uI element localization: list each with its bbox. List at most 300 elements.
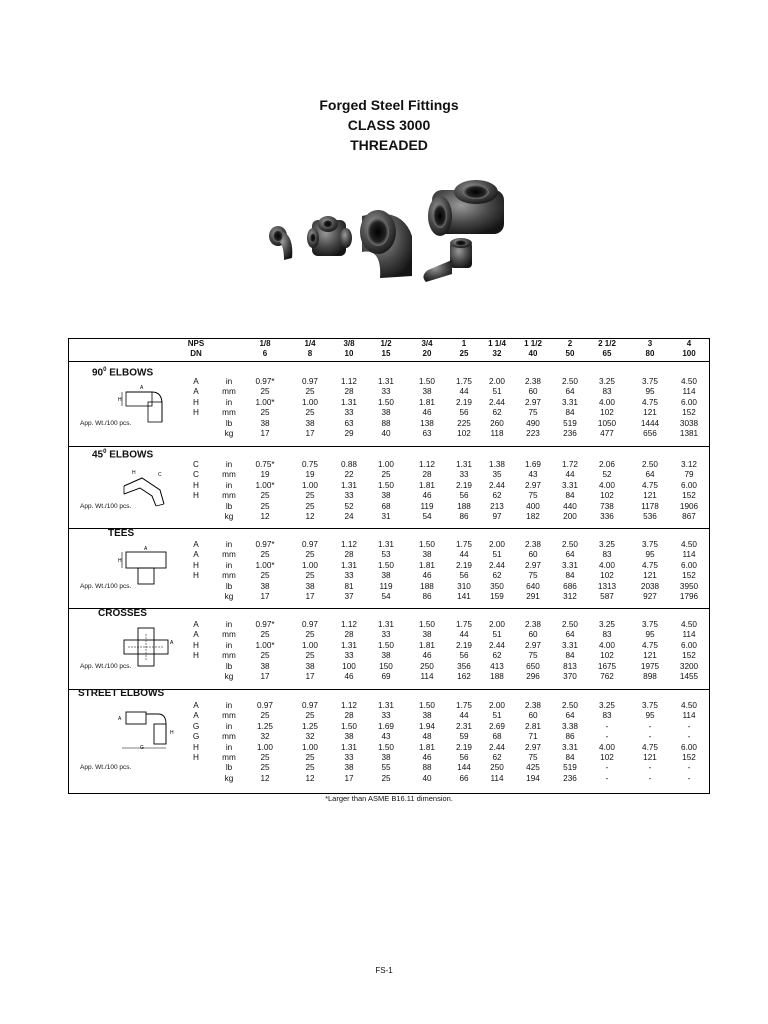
table-cell: 2.97	[525, 640, 541, 650]
table-cell: 38	[260, 418, 270, 428]
table-cell: 53	[381, 550, 391, 560]
table-cell: 4.75	[642, 480, 658, 490]
table-cell: 121	[643, 753, 657, 762]
table-cell: 12	[260, 512, 270, 521]
weight-label: App. Wt./100 pcs.	[80, 419, 132, 427]
table-cell: 0.75*	[255, 460, 275, 469]
row-unit: mm	[222, 491, 236, 501]
table-cell: 0.97	[302, 540, 318, 549]
table-cell: 1.81	[419, 742, 435, 752]
header-nps: 1	[461, 339, 467, 348]
row-symbol: H	[193, 640, 199, 650]
section-title-main: 45	[92, 449, 104, 461]
fittings-photo	[262, 176, 514, 294]
table-cell: -	[605, 732, 609, 742]
section-title-suffix: ELBOWS	[106, 449, 154, 461]
table-cell: 38	[381, 408, 391, 418]
table-cell: 38	[422, 387, 432, 397]
table-cell: 25	[260, 571, 270, 581]
table-cell: 3950	[679, 581, 699, 591]
section-title-main: CROSSES	[98, 608, 147, 619]
table-cell: 25	[305, 630, 315, 640]
table-cell: 4.50	[681, 540, 697, 549]
table-cell: 477	[600, 429, 614, 438]
table-cell: 75	[528, 571, 538, 581]
table-cell: 2.19	[456, 742, 472, 752]
table-cell: 62	[492, 491, 502, 501]
table-cell: 25	[260, 491, 270, 501]
table-cell: 75	[528, 753, 538, 762]
row-unit: mm	[222, 470, 236, 480]
degree-superscript: 0	[103, 449, 107, 455]
row-symbol: C	[193, 470, 199, 480]
table-cell: 6.00	[681, 397, 697, 407]
table-cell: 3.38	[562, 721, 578, 731]
table-cell: 33	[344, 651, 354, 661]
table-cell: 2.69	[489, 721, 505, 731]
section-title-main: 90	[92, 367, 104, 379]
table-cell: 3.25	[599, 540, 615, 549]
weight-label: App. Wt./100 pcs.	[80, 662, 132, 670]
table-cell: 121	[643, 651, 657, 661]
table-cell: 260	[490, 418, 504, 428]
table-cell: 44	[459, 630, 469, 640]
table-cell: 2.81	[525, 721, 541, 731]
table-cell: 44	[459, 711, 469, 721]
table-cell: 1.31	[341, 560, 357, 570]
table-cell: 310	[457, 581, 471, 591]
table-cell: 1.81	[419, 397, 435, 407]
table-cell: 51	[492, 630, 502, 640]
table-cell: 17	[305, 592, 315, 601]
table-cell: 25	[260, 753, 270, 762]
table-cell: 213	[490, 501, 504, 511]
row-symbol: A	[193, 620, 199, 629]
table-cell: 52	[602, 470, 612, 480]
row-unit: mm	[222, 571, 236, 581]
section-separator	[68, 689, 710, 690]
table-cell: 2.31	[456, 721, 472, 731]
row-symbol: H	[193, 651, 199, 661]
table-cell: 1.31	[341, 742, 357, 752]
table-cell: 2.19	[456, 480, 472, 490]
table-cell: 3.31	[562, 742, 578, 752]
table-cell: 95	[645, 711, 655, 721]
header-nps: 1 1/4	[488, 339, 506, 348]
title-line-3: THREADED	[350, 137, 428, 153]
table-cell: 650	[526, 661, 540, 671]
fitting-diagram	[118, 708, 176, 750]
table-cell: 102	[457, 429, 471, 438]
table-cell: 1.69	[378, 721, 394, 731]
table-cell: 28	[344, 711, 354, 721]
svg-text:H: H	[170, 730, 174, 736]
table-cell: 28	[422, 470, 432, 480]
table-cell: 62	[492, 408, 502, 418]
table-cell: 32	[305, 732, 315, 742]
row-unit: in	[225, 721, 233, 731]
row-symbol: A	[193, 701, 199, 710]
row-symbol: H	[193, 397, 199, 407]
header-separator	[68, 361, 710, 362]
section-separator	[68, 608, 710, 609]
table-cell: 1.25	[302, 721, 318, 731]
table-cell: 336	[600, 512, 614, 521]
title-line-2: CLASS 3000	[347, 117, 431, 133]
header-nps: 1/2	[380, 339, 392, 348]
table-cell: 38	[344, 763, 354, 773]
header-nps: 1/8	[259, 339, 271, 348]
header-dn: 15	[381, 349, 391, 358]
table-cell: 33	[381, 630, 391, 640]
table-cell: 356	[457, 661, 471, 671]
table-cell: 114	[682, 711, 696, 721]
table-cell: 370	[563, 672, 577, 681]
row-unit: lb	[225, 501, 233, 511]
table-cell: 51	[492, 387, 502, 397]
row-unit: lb	[225, 581, 233, 591]
table-cell: 2.38	[525, 540, 541, 549]
table-cell: 2.50	[562, 540, 578, 549]
svg-text:H: H	[118, 397, 122, 403]
row-unit: mm	[222, 651, 236, 661]
table-cell: 1381	[679, 429, 699, 438]
table-cell: -	[687, 732, 691, 742]
table-cell: 33	[344, 753, 354, 762]
header-nps: 2 1/2	[598, 339, 616, 348]
table-cell: 83	[602, 630, 612, 640]
table-cell: 43	[381, 732, 391, 742]
table-cell: 350	[490, 581, 504, 591]
table-cell: 152	[682, 408, 696, 418]
table-cell: 81	[344, 581, 354, 591]
table-cell: 33	[344, 571, 354, 581]
table-cell: 152	[682, 651, 696, 661]
row-symbol: G	[192, 732, 200, 742]
svg-text:A: A	[144, 546, 148, 552]
svg-text:H: H	[132, 470, 136, 476]
section-title-suffix: ELBOWS	[106, 367, 154, 379]
table-cell: 4.75	[642, 397, 658, 407]
table-cell: 1178	[641, 501, 659, 511]
table-cell: 114	[682, 387, 696, 397]
table-cell: 1.50	[378, 742, 394, 752]
table-cell: 75	[528, 651, 538, 661]
table-cell: 56	[459, 491, 469, 501]
table-cell: 66	[459, 773, 469, 783]
table-cell: 17	[260, 672, 270, 681]
table-cell: 182	[526, 512, 540, 521]
table-cell: 1.31	[378, 701, 394, 710]
table-cell: 86	[565, 732, 575, 742]
row-unit: in	[225, 397, 233, 407]
table-cell: -	[687, 773, 691, 783]
table-cell: 25	[381, 470, 391, 480]
row-unit: lb	[225, 763, 233, 773]
row-unit: in	[225, 480, 233, 490]
table-cell: 64	[565, 711, 575, 721]
table-cell: 4.75	[642, 742, 658, 752]
table-cell: 296	[526, 672, 540, 681]
table-cell: 0.97*	[255, 377, 275, 386]
table-cell: 1.00*	[255, 640, 275, 650]
table-cell: 25	[305, 501, 315, 511]
table-cell: 1796	[679, 592, 699, 601]
row-symbol: G	[192, 721, 200, 731]
table-cell: -	[648, 732, 652, 742]
table-cell: 1.12	[341, 377, 357, 386]
table-cell: 119	[420, 501, 434, 511]
table-cell: 38	[381, 491, 391, 501]
table-cell: 6.00	[681, 742, 697, 752]
title-line-1: Forged Steel Fittings	[319, 97, 459, 113]
table-cell: 194	[526, 773, 540, 783]
table-cell: 1.50	[419, 377, 435, 386]
row-unit: lb	[225, 661, 233, 671]
table-cell: 152	[682, 491, 696, 501]
table-cell: 144	[457, 763, 471, 773]
table-cell: -	[687, 721, 691, 731]
row-symbol: H	[193, 408, 199, 418]
table-cell: 1.81	[419, 560, 435, 570]
table-cell: 6.00	[681, 640, 697, 650]
table-cell: 75	[528, 408, 538, 418]
table-cell: 56	[459, 651, 469, 661]
table-cell: 2.50	[562, 377, 578, 386]
table-cell: 46	[422, 491, 432, 501]
row-symbol: C	[193, 460, 199, 469]
table-cell: 46	[422, 753, 432, 762]
table-cell: 63	[422, 429, 432, 438]
table-cell: 28	[344, 550, 354, 560]
table-cell: 1675	[597, 661, 617, 671]
table-cell: 3.31	[562, 560, 578, 570]
table-cell: 35	[492, 470, 502, 480]
table-cell: 536	[643, 512, 657, 521]
table-cell: 25	[305, 651, 315, 661]
section-title	[98, 608, 147, 620]
table-cell: 0.97*	[255, 620, 275, 629]
table-cell: 55	[381, 763, 391, 773]
table-cell: 2.97	[525, 742, 541, 752]
table-cell: 1.00	[302, 480, 318, 490]
table-cell: 86	[422, 592, 432, 601]
table-cell: 19	[305, 470, 315, 480]
table-cell: 3.25	[599, 377, 615, 386]
table-cell: 3.31	[562, 640, 578, 650]
table-cell: 25	[305, 408, 315, 418]
table-cell: 69	[381, 672, 391, 681]
table-cell: 38	[422, 630, 432, 640]
header-nps: 2	[567, 339, 573, 348]
table-cell: 200	[563, 512, 577, 521]
table-cell: 1.00	[302, 742, 318, 752]
table-cell: 60	[528, 711, 538, 721]
row-symbol: H	[193, 480, 199, 490]
table-cell: 51	[492, 550, 502, 560]
section-separator	[68, 528, 710, 529]
table-cell: 1.12	[341, 701, 357, 710]
row-symbol: A	[193, 387, 199, 397]
table-cell: 1.94	[419, 721, 435, 731]
table-cell: 119	[379, 581, 393, 591]
table-cell: 162	[457, 672, 471, 681]
table-cell: 141	[457, 592, 471, 601]
table-cell: 17	[260, 592, 270, 601]
table-cell: 0.88	[341, 460, 357, 469]
tee-fitting	[428, 180, 504, 236]
table-cell: 1.00	[378, 460, 394, 469]
table-cell: 38	[344, 732, 354, 742]
table-cell: 867	[682, 512, 696, 521]
row-unit: in	[225, 620, 233, 629]
table-cell: 28	[344, 387, 354, 397]
table-cell: -	[648, 763, 652, 773]
table-cell: 114	[682, 550, 696, 560]
table-cell: 3.75	[642, 701, 658, 710]
table-cell: 2.00	[489, 377, 505, 386]
table-cell: 4.00	[599, 560, 615, 570]
table-cell: 2.19	[456, 560, 472, 570]
section-title	[78, 688, 164, 700]
table-cell: 2.19	[456, 397, 472, 407]
table-cell: 62	[492, 651, 502, 661]
table-cell: 1.81	[419, 480, 435, 490]
header-dn: 10	[344, 349, 354, 358]
table-cell: 656	[643, 429, 657, 438]
table-cell: 25	[260, 630, 270, 640]
table-cell: 46	[422, 651, 432, 661]
table-cell: 68	[381, 501, 391, 511]
table-cell: 927	[643, 592, 657, 601]
row-symbol: H	[193, 560, 199, 570]
header-dn: 8	[307, 349, 313, 358]
row-symbol: H	[193, 753, 199, 762]
table-cell: 1.31	[378, 377, 394, 386]
page-number: FS-1	[375, 966, 393, 975]
table-cell: 519	[563, 418, 577, 428]
weight-label: App. Wt./100 pcs.	[80, 764, 132, 772]
table-cell: 24	[344, 512, 354, 521]
table-cell: 4.50	[681, 377, 697, 386]
table-cell: 2.44	[489, 480, 505, 490]
table-cell: 71	[528, 732, 538, 742]
table-cell: 2.50	[562, 620, 578, 629]
table-cell: 12	[305, 773, 315, 783]
table-cell: 114	[682, 630, 696, 640]
table-cell: 25	[260, 387, 270, 397]
degree-superscript: 0	[103, 367, 107, 373]
table-cell: 1.00*	[255, 480, 275, 490]
table-cell: 425	[526, 763, 540, 773]
table-cell: 250	[420, 661, 434, 671]
row-unit: mm	[222, 630, 236, 640]
table-cell: 0.75	[302, 460, 318, 469]
row-unit: in	[225, 701, 233, 710]
table-cell: 1.50	[378, 640, 394, 650]
table-cell: -	[687, 763, 691, 773]
row-symbol: H	[193, 571, 199, 581]
svg-text:A: A	[170, 640, 174, 646]
table-cell: 188	[490, 672, 504, 681]
header-nps: 1 1/2	[524, 339, 542, 348]
row-symbol: A	[193, 711, 199, 721]
table-cell: 88	[381, 418, 391, 428]
table-cell: 413	[490, 661, 504, 671]
header-nps: 4	[686, 339, 692, 348]
table-cell: 4.75	[642, 640, 658, 650]
row-unit: in	[225, 460, 233, 469]
table-cell: 64	[565, 550, 575, 560]
table-cell: 25	[305, 387, 315, 397]
weight-label: App. Wt./100 pcs.	[80, 582, 132, 590]
table-cell: 38	[422, 550, 432, 560]
table-cell: 813	[563, 661, 577, 671]
table-cell: 102	[600, 408, 614, 418]
table-cell: 2.00	[489, 540, 505, 549]
table-cell: 2.19	[456, 640, 472, 650]
table-cell: -	[605, 773, 609, 783]
table-cell: 1.38	[489, 460, 505, 469]
table-cell: 44	[565, 470, 575, 480]
table-cell: 4.75	[642, 560, 658, 570]
svg-text:C: C	[158, 472, 162, 478]
weight-label: App. Wt./100 pcs.	[80, 502, 132, 510]
row-unit: kg	[224, 592, 234, 601]
table-cell: 2.97	[525, 480, 541, 490]
table-cell: 4.50	[681, 620, 697, 629]
table-cell: 2.38	[525, 701, 541, 710]
row-unit: mm	[222, 753, 236, 762]
table-cell: 22	[344, 470, 354, 480]
table-cell: 2.00	[489, 701, 505, 710]
table-cell: 1.00	[302, 397, 318, 407]
table-cell: 898	[643, 672, 657, 681]
row-unit: lb	[225, 418, 233, 428]
table-cell: 3.12	[681, 460, 697, 469]
table-cell: 1313	[597, 581, 617, 591]
table-cell: 17	[305, 429, 315, 438]
table-cell: 3.25	[599, 620, 615, 629]
table-cell: 95	[645, 387, 655, 397]
section-separator	[68, 446, 710, 447]
footnote: *Larger than ASME B16.11 dimension.	[325, 794, 453, 803]
header-dn: 25	[459, 349, 469, 358]
table-cell: 25	[260, 550, 270, 560]
table-cell: 2.06	[599, 460, 615, 469]
row-unit: in	[225, 742, 233, 752]
section-title	[92, 364, 153, 379]
table-cell: 95	[645, 550, 655, 560]
table-cell: 44	[459, 387, 469, 397]
table-cell: 1.31	[378, 620, 394, 629]
table-cell: 152	[682, 753, 696, 762]
table-cell: 64	[565, 387, 575, 397]
table-cell: 640	[526, 581, 540, 591]
table-cell: 17	[344, 773, 354, 783]
header-dn: 50	[565, 349, 575, 358]
table-cell: 1.25	[257, 721, 273, 731]
table-cell: 38	[381, 753, 391, 762]
table-cell: 3.75	[642, 620, 658, 629]
table-cell: 95	[645, 630, 655, 640]
table-cell: 1.12	[341, 540, 357, 549]
row-unit: in	[225, 640, 233, 650]
table-cell: 4.00	[599, 742, 615, 752]
table-cell: 38	[422, 711, 432, 721]
table-cell: 17	[305, 672, 315, 681]
table-cell: 2.38	[525, 620, 541, 629]
